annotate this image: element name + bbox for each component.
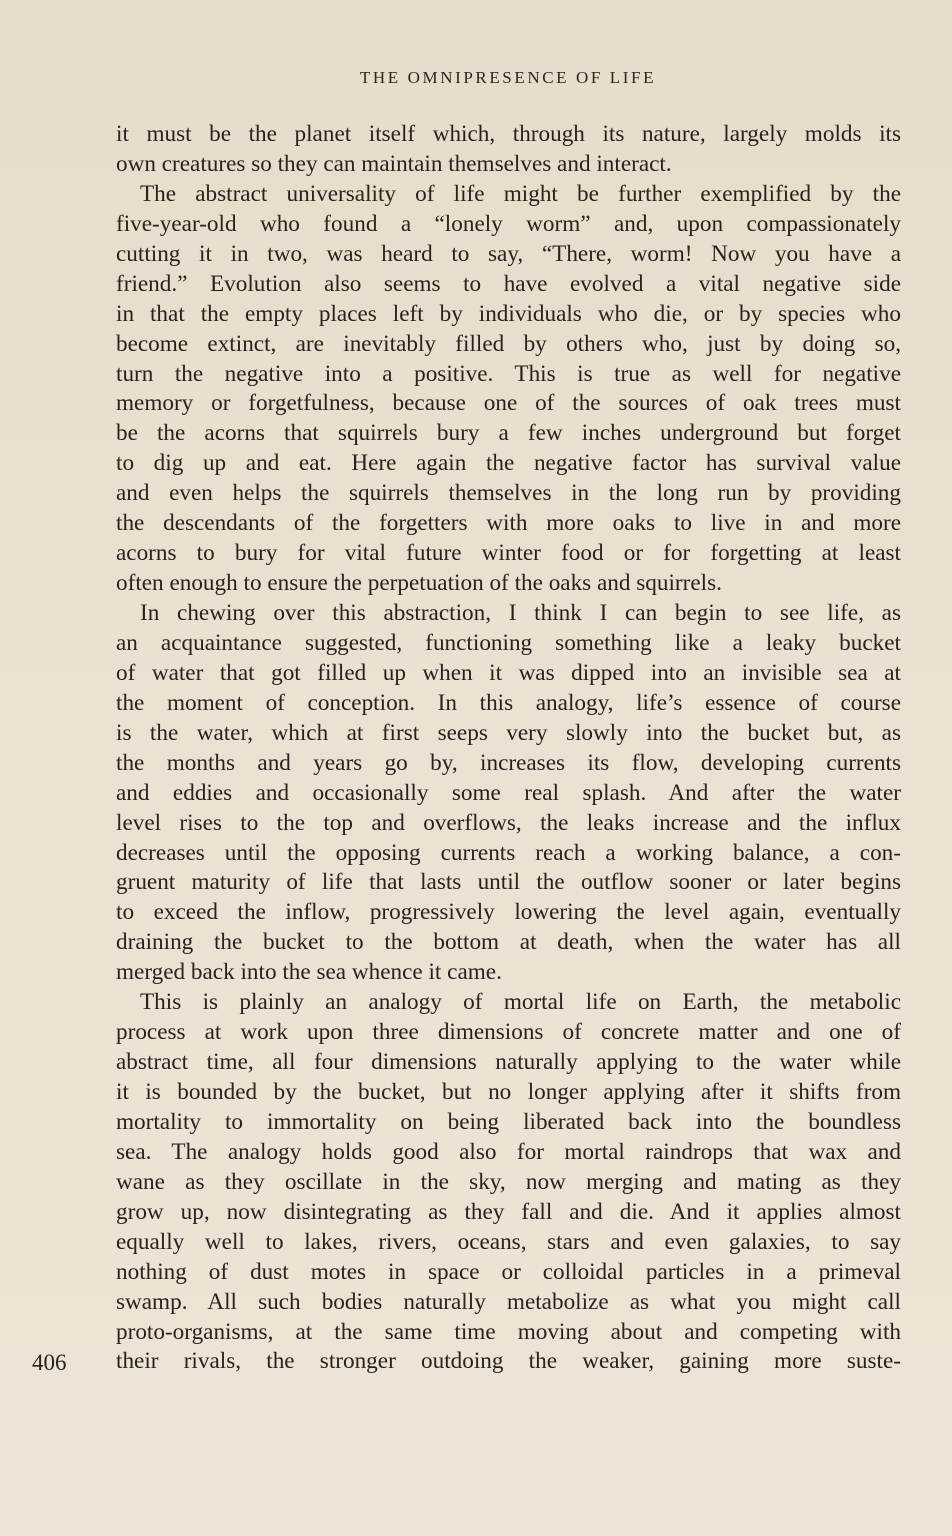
body-text xyxy=(116,120,901,1377)
text-line: the moment of conception. In this analogy, life’s essence of course xyxy=(116,689,901,716)
text-line: be the acorns that squirrels bury a few inches underground but forget xyxy=(116,420,901,447)
text-line: level rises to the top and overflows, the leaks increase and the influx xyxy=(116,809,901,836)
text-line: wane as they oscillate in the sky, now merging and mating as they xyxy=(116,1168,901,1195)
text-line: turn the negative into a positive. This is true as well for negative xyxy=(116,360,901,387)
text-line: abstract time, all four dimensions naturally applying to the water while xyxy=(116,1049,901,1076)
text-line: grow up, now disintegrating as they fall and die. And it applies almost xyxy=(116,1198,901,1225)
text-line: of water that got filled up when it was dipped into an invisible sea at xyxy=(116,659,901,686)
text-line: to dig up and eat. Here again the negative factor has survival value xyxy=(116,450,901,477)
text-line: friend.” Evolution also seems to have evolved a vital negative side xyxy=(116,270,901,297)
text-line: cutting it in two, was heard to say, “There, worm! Now you have a xyxy=(116,240,901,267)
text-line: nothing of dust motes in space or colloidal particles in a primeval xyxy=(116,1258,901,1285)
text-line: decreases until the opposing currents reach a working balance, a con- xyxy=(116,839,901,866)
text-line: five-year-old who found a “lonely worm” and, upon compassionately xyxy=(116,210,901,237)
text-line: is the water, which at first seeps very slowly into the bucket but, as xyxy=(116,719,901,746)
text-line: process at work upon three dimensions of concrete matter and one of xyxy=(116,1019,901,1046)
text-line: the months and years go by, increases its flow, developing currents xyxy=(116,749,901,776)
text-line: equally well to lakes, rivers, oceans, stars and even galaxies, to say xyxy=(116,1228,901,1255)
text-line: merged back into the sea whence it came. xyxy=(116,959,502,986)
text-line: an acquaintance suggested, functioning something like a leaky bucket xyxy=(116,629,901,656)
text-line: The abstract universality of life might be further exemplified by the xyxy=(140,180,901,207)
text-line: acorns to bury for vital future winter food or for forgetting at least xyxy=(116,540,901,567)
text-line: proto-organisms, at the same time moving about and competing with xyxy=(116,1318,901,1345)
text-line: it must be the planet itself which, through its nature, largely molds its xyxy=(116,121,901,147)
text-line: draining the bucket to the bottom at death, when the water has all xyxy=(116,929,901,956)
text-line: the descendants of the forgetters with more oaks to live in and more xyxy=(116,510,901,537)
text-line: their rivals, the stronger outdoing the weaker, gaining more suste- xyxy=(116,1348,901,1375)
text-line: mortality to immortality on being liberated back into the boundless xyxy=(116,1108,901,1135)
text-line: often enough to ensure the perpetuation of the oaks and squirrels. xyxy=(116,570,722,597)
text-line: swamp. All such bodies naturally metabolize as what you might call xyxy=(116,1288,901,1315)
page-number: 406 xyxy=(32,1350,67,1375)
text-line: memory or forgetfulness, because one of the sources of oak trees must xyxy=(116,390,901,417)
text-line: to exceed the inflow, progressively lowering the level again, eventually xyxy=(116,899,901,926)
text-line: in that the empty places left by individuals who die, or by species who xyxy=(116,300,901,327)
text-line: become extinct, are inevitably filled by others who, just by doing so, xyxy=(116,330,901,357)
text-line: own creatures so they can maintain themselves and interact. xyxy=(116,150,672,177)
running-head: THE OMNIPRESENCE OF LIFE xyxy=(359,68,657,87)
text-line: and even helps the squirrels themselves in the long run by providing xyxy=(116,480,901,507)
text-line: sea. The analogy holds good also for mortal raindrops that wax and xyxy=(116,1138,901,1165)
text-line: This is plainly an analogy of mortal life on Earth, the metabolic xyxy=(140,989,901,1016)
text-line: In chewing over this abstraction, I think I can begin to see life, as xyxy=(140,600,901,626)
text-line: and eddies and occasionally some real splash. And after the water xyxy=(116,779,901,806)
text-line: gruent maturity of life that lasts until the outflow sooner or later begins xyxy=(116,869,901,896)
text-line: it is bounded by the bucket, but no longer applying after it shifts from xyxy=(116,1079,901,1105)
